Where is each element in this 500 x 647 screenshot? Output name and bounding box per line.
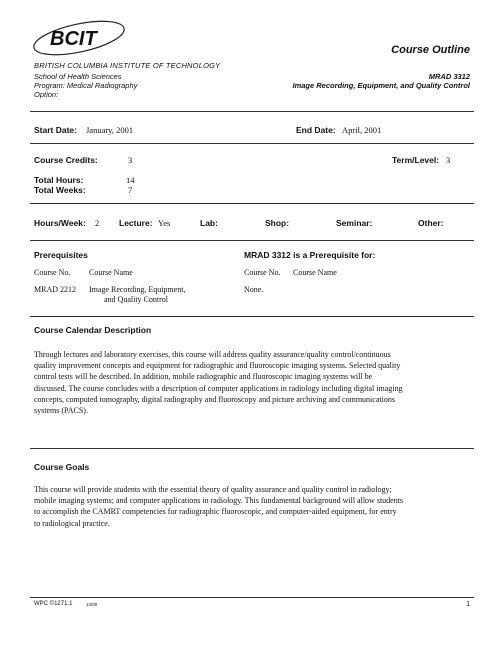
- goals-line: mobile imaging systems; and computer applications in radiology. This fundamental background will allow students: [34, 496, 404, 506]
- prereq-col-course-no: Course No.: [34, 268, 71, 277]
- form-date: 12/00: [86, 602, 98, 607]
- hours-week-label: Hours/Week:: [34, 218, 86, 228]
- lecture-value: Yes: [158, 218, 171, 228]
- other-label: Other:: [418, 218, 444, 228]
- start-date-value: January, 2001: [86, 125, 134, 135]
- calendar-line: concepts, computed tomography, digital radiography and fluoroscopy and picture archiving and communications: [34, 394, 395, 404]
- divider: [30, 143, 474, 144]
- term-level-value: 3: [446, 155, 451, 165]
- calendar-line: systems (PACS).: [34, 406, 88, 416]
- option-label: Option:: [34, 90, 59, 99]
- prerequisites-title: Prerequisites: [34, 250, 88, 260]
- document-type: Course Outline: [391, 44, 470, 56]
- end-date-label: End Date:: [296, 125, 336, 135]
- course-credits-label: Course Credits:: [34, 155, 98, 165]
- total-hours-label: Total Hours:: [34, 175, 84, 185]
- divider: [30, 448, 474, 449]
- shop-label: Shop:: [265, 218, 290, 228]
- prereq-row-course-name: Image Recording, Equipment,: [89, 285, 186, 294]
- goals-line: This course will provide students with the essential theory of quality assurance and quality control in radiology;: [34, 485, 392, 494]
- prereq-for-row: None.: [244, 285, 264, 294]
- program-name: Program: Medical Radiography: [34, 81, 138, 90]
- end-date-value: April, 2001: [342, 125, 382, 135]
- divider: [30, 240, 474, 241]
- course-goals-title: Course Goals: [34, 462, 90, 472]
- course-title: Image Recording, Equipment, and Quality Control: [292, 81, 470, 90]
- goals-line: to radiological practice.: [34, 518, 110, 528]
- footer-divider: [30, 597, 474, 598]
- total-weeks-value: 7: [128, 185, 133, 195]
- total-weeks-label: Total Weeks:: [34, 185, 86, 195]
- prereq-col-course-name: Course Name: [89, 268, 133, 277]
- course-credits-value: 3: [128, 155, 133, 165]
- logo-text: BCIT: [50, 28, 97, 50]
- divider: [30, 203, 474, 204]
- calendar-description-title: Course Calendar Description: [34, 325, 152, 335]
- calendar-description-text: [34, 349, 454, 416]
- lab-label: Lab:: [200, 218, 218, 228]
- total-hours-value: 14: [126, 175, 135, 185]
- course-code: MRAD 3312: [428, 72, 470, 81]
- divider: [30, 316, 474, 317]
- form-code: WPC ©1271.1: [34, 601, 73, 607]
- calendar-line: quality improvement concepts and equipment for radiographic and fluoroscopic imaging systems. Selected quality: [34, 361, 401, 371]
- prerequisite-for-title: MRAD 3312 is a Prerequisite for:: [244, 250, 376, 260]
- course-goals-text: [34, 484, 454, 529]
- divider: [30, 111, 474, 112]
- lecture-label: Lecture:: [119, 218, 153, 228]
- goals-line: to accomplish the CAMRT competencies for radiographic fluoroscopic, and computer-aided equipment, for entry: [34, 507, 397, 517]
- school-name: School of Health Sciences: [34, 72, 122, 81]
- calendar-line: discussed. The course concludes with a description of computer applications in radiology including digital imaging: [34, 383, 403, 393]
- prereq-row-course-name-cont: and Quality Control: [104, 295, 168, 304]
- start-date-label: Start Date:: [34, 125, 77, 135]
- page-number: 1: [466, 601, 470, 608]
- seminar-label: Seminar:: [336, 218, 373, 228]
- term-level-label: Term/Level:: [392, 155, 440, 165]
- prereq-for-col-course-no: Course No.: [244, 268, 281, 277]
- calendar-line: Through lectures and laboratory exercises, this course will address quality assurance/quality control/continuous: [34, 350, 391, 359]
- institution-name: BRITISH COLUMBIA INSTITUTE OF TECHNOLOGY: [34, 61, 221, 70]
- calendar-line: control tests will be described. In addition, mobile radiographic and fluoroscopic imaging systems will be: [34, 372, 373, 382]
- prereq-row-course-no: MRAD 2212: [34, 285, 77, 294]
- bcit-logo: [30, 18, 128, 56]
- hours-week-value: 2: [95, 218, 100, 228]
- prereq-for-col-course-name: Course Name: [293, 268, 337, 277]
